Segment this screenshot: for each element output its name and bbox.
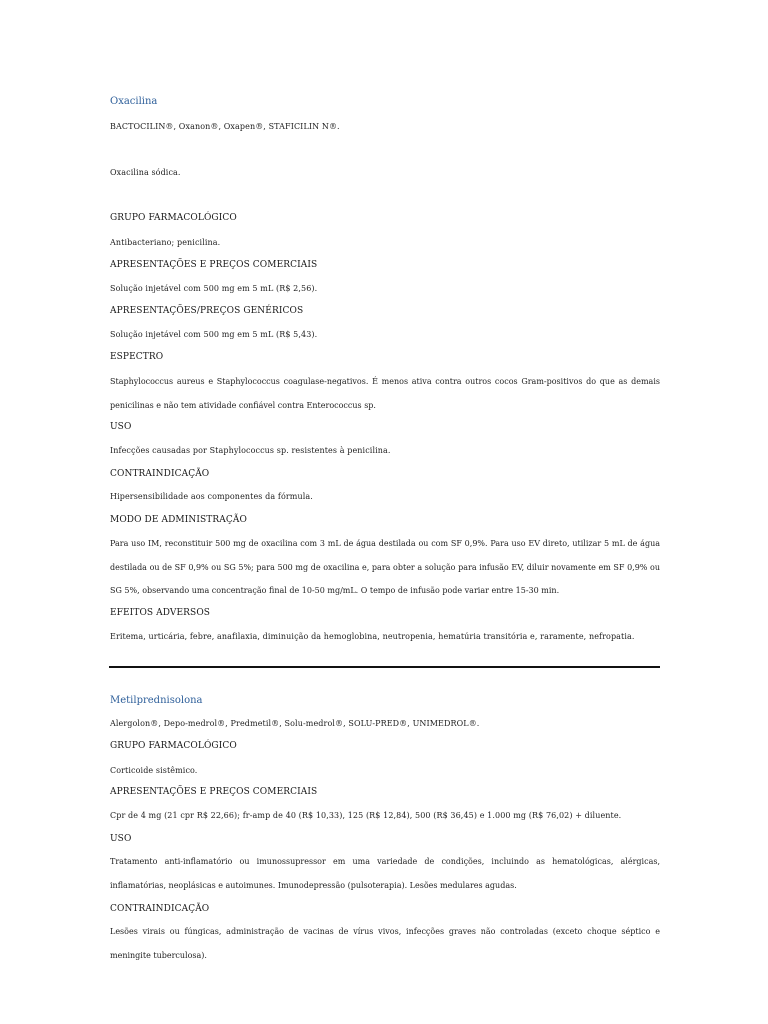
section-text: Infecções causadas por Staphylococcus sp. resistentes à penicilina. (110, 446, 391, 455)
section-text: Antibacteriano; penicilina. (110, 238, 221, 247)
brand-names: Alergolon®, Depo-medrol®, Predmetil®, Solu-medrol®, SOLU-PRED®, UNIMEDROL®. (110, 719, 480, 728)
section-text: Eritema, urticária, febre, anafilaxia, diminuição da hemoglobina, neutropenia, hematúria transitória e, raramente, nefropatia. (110, 632, 635, 641)
section-paragraph: Staphylococcus aureus e Staphylococcus coagulase-negativos. É menos ativa contra outros cocos Gram-positivos do que as demais penicilinas e não tem atividade confiável contra Enterococcus sp. (110, 377, 660, 410)
section-heading: ESPECTRO (110, 352, 164, 362)
section-paragraph: Para uso IM, reconstituir 500 mg de oxacilina com 3 mL de água destilada ou com SF 0,9%. Para uso EV direto, utilizar 5 mL de água destilada ou de SF 0,9% ou SG 5%; para 500 mg de oxacilina e, para obter a solução para infusão EV, diluir novamente em SF 0,9% ou SG 5%, observando uma concentração final de 10-50 mg/mL. O tempo de infusão pode variar entre 15-30 min. (110, 539, 660, 595)
section-paragraph: Tratamento anti-inflamatório ou imunossupressor em uma variedade de condições, incluindo as hematológicas, alérgicas, inflamatórias, neoplásicas e autoimunes. Imunodepressão (pulsoterapia). Lesões medulares agudas. (110, 857, 660, 890)
section-heading: APRESENTAÇÕES E PREÇOS COMERCIAIS (110, 260, 318, 270)
section-heading: GRUPO FARMACOLÓGICO (110, 741, 237, 751)
section-heading: MODO DE ADMINISTRAÇÃO (110, 515, 247, 525)
section-text: Corticoide sistêmico. (110, 766, 198, 775)
section-text: Cpr de 4 mg (21 cpr R$ 22,66); fr-amp de 40 (R$ 10,33), 125 (R$ 12,84), 500 (R$ 36,45) e 1.000 mg (R$ 76,02) + diluente. (110, 811, 622, 820)
section-paragraph: Lesões virais ou fúngicas, administração de vacinas de vírus vivos, infecções graves não controladas (exceto choque séptico e meningite tuberculosa). (110, 927, 660, 960)
section-heading: APRESENTAÇÕES/PREÇOS GENÉRICOS (110, 306, 304, 316)
section-text: Solução injetável com 500 mg em 5 mL (R$ 2,56). (110, 284, 318, 293)
brand-names: BACTOCILIN®, Oxanon®, Oxapen®, STAFICILIN N®. (110, 122, 340, 131)
section-heading: USO (110, 834, 132, 844)
section-heading: GRUPO FARMACOLÓGICO (110, 213, 237, 223)
drug-title: Metilprednisolona (110, 695, 203, 706)
section-heading: APRESENTAÇÕES E PREÇOS COMERCIAIS (110, 787, 318, 797)
drug-title: Oxacilina (110, 96, 158, 107)
active-substance: Oxacilina sódica. (110, 168, 181, 177)
section-heading: EFEITOS ADVERSOS (110, 608, 211, 618)
section-heading: CONTRAINDICAÇÃO (110, 904, 210, 914)
section-divider (109, 666, 660, 668)
section-heading: USO (110, 422, 132, 432)
section-text: Solução injetável com 500 mg em 5 mL (R$ 5,43). (110, 330, 318, 339)
section-heading: CONTRAINDICAÇÃO (110, 469, 210, 479)
section-text: Hipersensibilidade aos componentes da fórmula. (110, 492, 313, 501)
